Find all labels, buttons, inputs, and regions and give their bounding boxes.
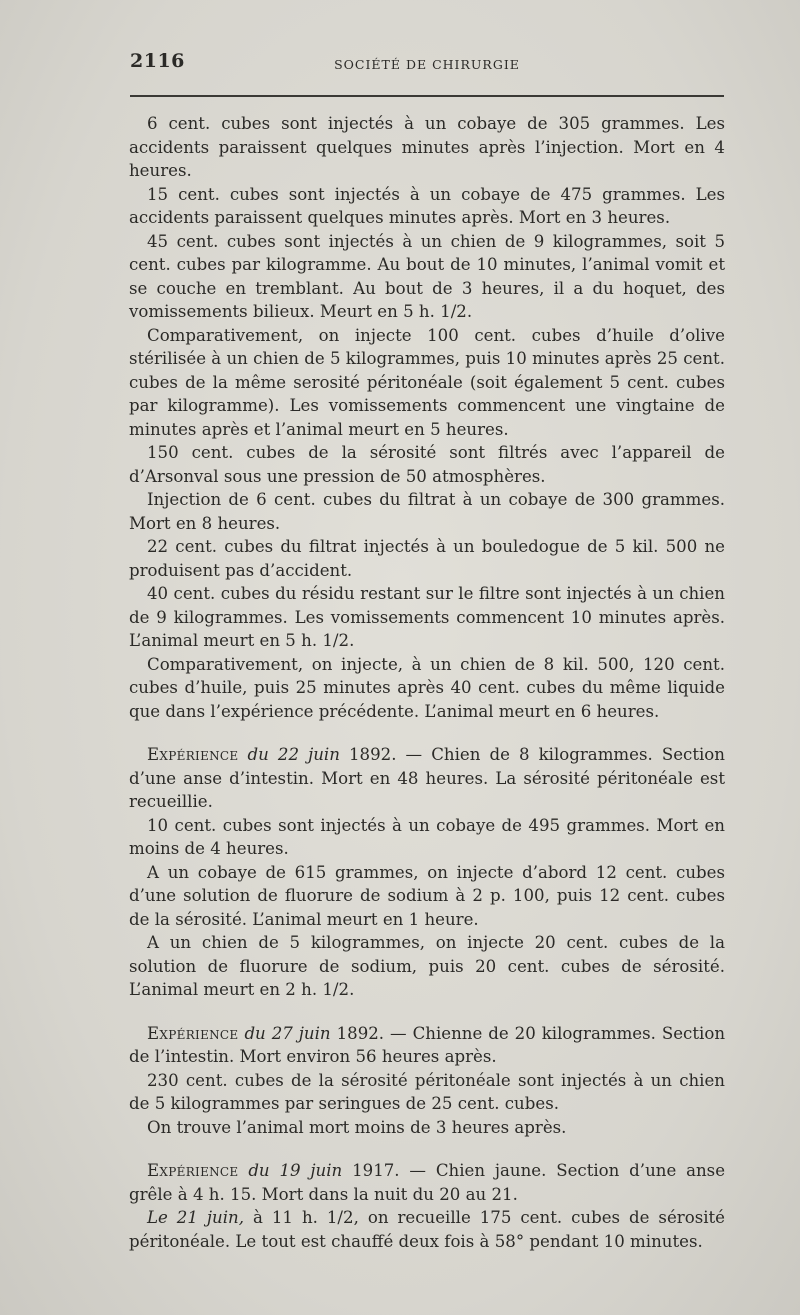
experiment-date: du 27 juin <box>244 1023 331 1043</box>
experiment-label: Expérience <box>147 1161 239 1180</box>
header-rule <box>130 95 724 97</box>
paragraph: 40 cent. cubes du résidu restant sur le filtre sont injectés à un chien de 9 kilogrammes. Les vomissements commencent 10 minutes après. L’animal meurt en 5 h. 1/2. <box>129 584 725 650</box>
paragraph: 22 cent. cubes du filtrat injectés à un bouledogue de 5 kil. 500 ne produisent pas d’accident. <box>129 537 725 580</box>
running-head: SOCIÉTÉ DE CHIRURGIE <box>334 57 520 72</box>
paragraph: Injection de 6 cent. cubes du filtrat à un cobaye de 300 grammes. Mort en 8 heures. <box>129 490 725 533</box>
paragraph <box>129 1206 725 1253</box>
paragraph: 10 cent. cubes sont injectés à un cobaye de 495 grammes. Mort en moins de 4 heures. <box>129 815 725 858</box>
paragraph: 150 cent. cubes de la sérosité sont filtrés avec l’appareil de d’Arsonval sous une pression de 50 atmosphères. <box>129 443 725 486</box>
experiment-label: Expérience <box>147 745 239 764</box>
experiment-year: 1892. <box>348 745 397 764</box>
experiment-date: du 22 juin <box>247 745 340 764</box>
page-body <box>129 112 725 1253</box>
paragraph: A un cobaye de 615 grammes, on injecte d’abord 12 cent. cubes d’une solution de fluorure de sodium à 2 p. 100, puis 12 cent. cubes de la sérosité. L’animal meurt en 1 heure. <box>129 862 725 929</box>
experiment-description: — Chien de 8 kilogrammes. Section d’une anse d’intestin. Mort en 48 heures. La sérosité péritonéale est recueillie. <box>129 745 725 811</box>
experiment-year: 1917. <box>352 1161 400 1180</box>
paragraph: 15 cent. cubes sont injectés à un cobaye de 475 grammes. Les accidents paraissent quelques minutes après. Mort en 3 heures. <box>129 184 725 227</box>
experiment-heading <box>129 1159 725 1206</box>
paragraph-text: à 11 h. 1/2, on recueille 175 cent. cubes de sérosité péritonéale. Le tout est chauffé deux fois à 58° pendant 10 minutes. <box>129 1208 726 1251</box>
experiment-date: du 19 juin <box>248 1161 343 1180</box>
experiment-heading <box>129 743 725 814</box>
paragraph: 6 cent. cubes sont injectés à un cobaye de 305 grammes. Les accidents paraissent quelques minutes après l’injection. Mort en 4 heures. <box>129 114 725 180</box>
experiment-year: 1892. <box>336 1023 385 1043</box>
paragraph: Comparativement, on injecte, à un chien de 8 kil. 500, 120 cent. cubes d’huile, puis 25 minutes après 40 cent. cubes du même liquide que dans l’expérience précédente. L’animal meurt en 6 heures. <box>129 654 725 721</box>
paragraph: Comparativement, on injecte 100 cent. cubes d’huile d’olive stérilisée à un chien de 5 kilogrammes, puis 10 minutes après 25 cent. cubes de la même serosité péritonéale (soit également 5 cent. cubes par kilogramme). Les vomissements commencent une vingtaine de minutes après et l’animal meurt en 5 heures. <box>129 325 725 439</box>
page-number: 2116 <box>130 50 185 72</box>
experiment-heading <box>129 1022 725 1069</box>
paragraph: 45 cent. cubes sont injectés à un chien de 9 kilogrammes, soit 5 cent. cubes par kilogramme. Au bout de 10 minutes, l’animal vomit et se couche en tremblant. Au bout de 3 heures, il a du hoquet, des vomissements bilieux. Meurt en 5 h. 1/2. <box>129 231 725 321</box>
paragraph: A un chien de 5 kilogrammes, on injecte 20 cent. cubes de la solution de fluorure de sodium, puis 20 cent. cubes de sérosité. L’animal meurt en 2 h. 1/2. <box>129 933 725 999</box>
paragraph: On trouve l’animal mort moins de 3 heures après. <box>147 1117 567 1137</box>
experiment-description: — Chienne de 20 kilogrammes. Section de l’intestin. Mort environ 56 heures après. <box>129 1023 726 1066</box>
paragraph-date: Le 21 juin, <box>147 1208 245 1227</box>
page-header <box>130 50 724 80</box>
experiment-label: Expérience <box>147 1023 239 1043</box>
paragraph: 230 cent. cubes de la sérosité péritonéale sont injectés à un chien de 5 kilogrammes par seringues de 25 cent. cubes. <box>129 1070 725 1113</box>
experiment-description: — Chien jaune. Section d’une anse grêle à 4 h. 15. Mort dans la nuit du 20 au 21. <box>129 1161 726 1204</box>
